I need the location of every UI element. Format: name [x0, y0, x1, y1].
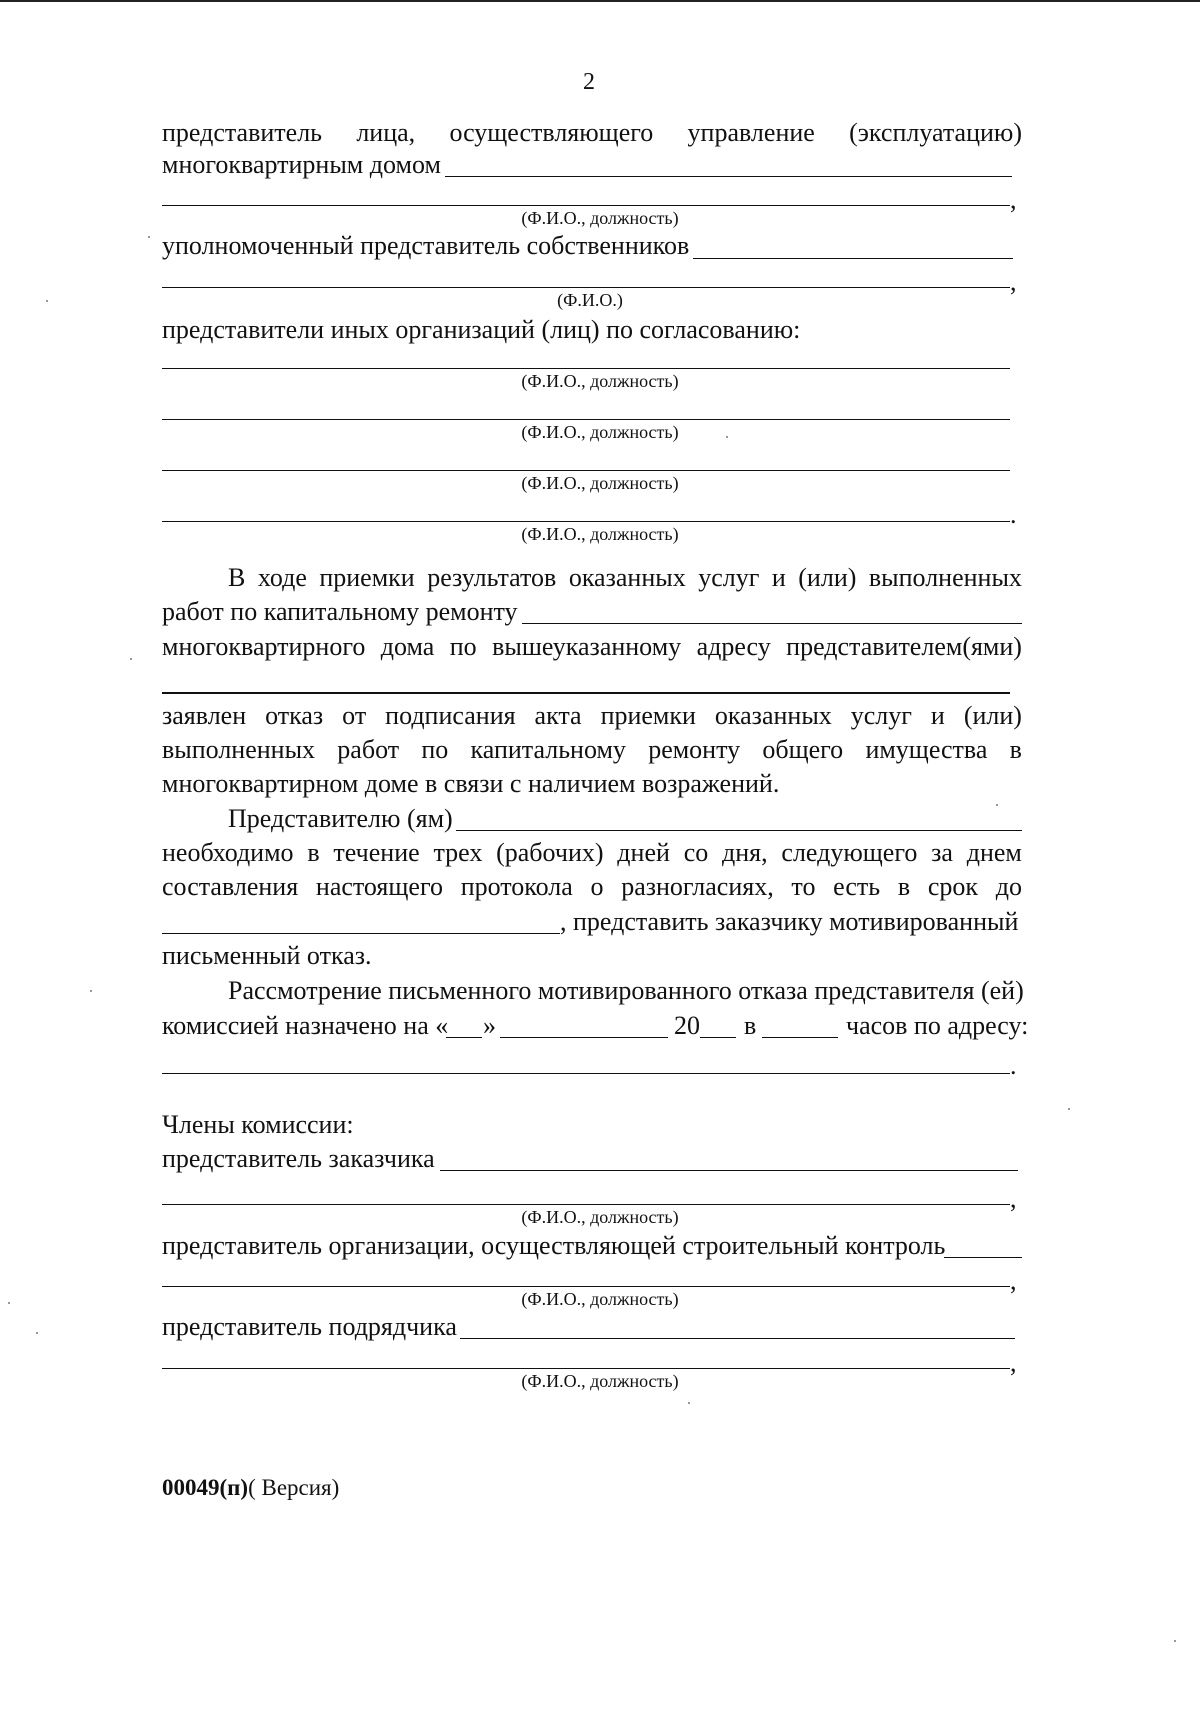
customer-rep-input-line[interactable] [440, 1170, 1018, 1171]
acceptance-para-line1: В ходе приемки результатов оказанных услуг и (или) выполненных [228, 563, 1022, 592]
scan-speck [130, 658, 132, 660]
owners-rep-label: уполномоченный представитель собственников [162, 231, 690, 260]
field-caption: (Ф.И.О., должность) [521, 1371, 679, 1391]
comma: , [1010, 267, 1017, 296]
year-prefix: 20 [674, 1011, 700, 1040]
acceptance-para-line3: многоквартирного дома по вышеуказанному адресу представителем(ями) [162, 632, 1022, 661]
management-rep-line2: многоквартирным домом [162, 150, 441, 179]
comma: , [1010, 1184, 1017, 1213]
review-year-input-line[interactable] [700, 1037, 736, 1038]
comma: , [1010, 1266, 1017, 1295]
review-suffix: часов по адресу: [846, 1011, 1029, 1040]
repair-works-input-line[interactable] [522, 623, 1022, 624]
management-rep-line1: представитель лица, осуществляющего управление (эксплуатацию) [162, 118, 1022, 147]
owners-rep-input-line[interactable] [693, 258, 1013, 259]
other-org-line-1[interactable] [162, 368, 1010, 369]
at-word: в [744, 1011, 757, 1040]
deadline-date-input-line[interactable] [162, 933, 560, 934]
customer-rep-label: представитель заказчика [162, 1144, 435, 1173]
field-caption: (Ф.И.О., должность) [521, 1207, 679, 1227]
representative-label: Представителю (ям) [228, 804, 453, 833]
page-number: 2 [583, 69, 595, 95]
scan-speck [148, 236, 150, 238]
scan-speck [90, 990, 92, 992]
field-caption: (Ф.И.О., должность) [521, 422, 679, 442]
scan-speck [46, 300, 48, 302]
review-day-input-line[interactable] [446, 1037, 482, 1038]
field-caption: (Ф.И.О., должность) [521, 371, 679, 391]
period: . [1010, 500, 1017, 529]
other-org-line-2[interactable] [162, 419, 1010, 420]
customer-rep-name-line[interactable] [162, 1204, 1010, 1205]
acceptance-para-line4: заявлен отказ от подписания акта приемки оказанных услуг и (или) [162, 701, 1022, 730]
scan-speck [688, 1402, 690, 1404]
representative-input-line[interactable] [456, 830, 1022, 831]
scan-speck [8, 1302, 10, 1304]
scan-top-edge [0, 0, 1200, 2]
control-rep-name-line[interactable] [162, 1286, 1010, 1287]
other-org-line-4[interactable] [162, 521, 1010, 522]
deadline-para-line2: необходимо в течение трех (рабочих) дней со дня, следующего за днем [162, 838, 1022, 867]
scan-speck [726, 436, 728, 438]
management-rep-name-line[interactable] [162, 205, 1010, 206]
comma: , [1010, 185, 1017, 214]
document-version: ( Версия) [248, 1475, 340, 1500]
field-caption: (Ф.И.О.) [557, 290, 623, 310]
review-hour-input-line[interactable] [762, 1037, 838, 1038]
scan-speck [1068, 1108, 1070, 1110]
field-caption: (Ф.И.О., должность) [521, 473, 679, 493]
period: . [1010, 1051, 1017, 1080]
review-address-input-line[interactable] [162, 1073, 1010, 1074]
acceptance-para-line2: работ по капитальному ремонту [162, 597, 518, 626]
document-code-number: 00049(п) [162, 1475, 249, 1500]
owners-rep-name-line[interactable] [162, 287, 1010, 288]
review-prefix: комиссией назначено на « [162, 1011, 449, 1040]
deadline-para-line3: составления настоящего протокола о разногласиях, то есть в срок до [162, 872, 1022, 901]
other-orgs-label: представители иных организаций (лиц) по согласованию: [162, 315, 801, 344]
review-month-input-line[interactable] [500, 1037, 668, 1038]
deadline-para-line5: письменный отказ. [162, 941, 372, 970]
review-para-line1: Рассмотрение письменного мотивированного отказа представителя (ей) [228, 976, 1024, 1005]
representatives-input-line[interactable] [162, 692, 1010, 694]
deadline-para-line4: , представить заказчику мотивированный [560, 907, 1019, 936]
contractor-rep-label: представитель подрядчика [162, 1312, 457, 1341]
acceptance-para-line6: многоквартирном доме в связи с наличием возражений. [162, 769, 780, 798]
management-rep-input-line[interactable] [445, 176, 1012, 177]
contractor-rep-name-line[interactable] [162, 1368, 1010, 1369]
scan-speck [1174, 1640, 1176, 1642]
commission-heading: Члены комиссии: [162, 1110, 354, 1139]
control-rep-label: представитель организации, осуществляющей строительный контроль [162, 1231, 946, 1260]
field-caption: (Ф.И.О., должность) [521, 208, 679, 228]
scan-speck [36, 1332, 38, 1334]
scan-speck [996, 804, 998, 806]
field-caption: (Ф.И.О., должность) [521, 524, 679, 544]
contractor-rep-input-line[interactable] [460, 1338, 1015, 1339]
close-quote: » [483, 1011, 496, 1040]
acceptance-para-line5: выполненных работ по капитальному ремонту общего имущества в [162, 735, 1022, 764]
control-rep-input-line[interactable] [944, 1257, 1022, 1258]
comma: , [1010, 1348, 1017, 1377]
document-code [162, 1474, 339, 1502]
field-caption: (Ф.И.О., должность) [521, 1289, 679, 1309]
other-org-line-3[interactable] [162, 470, 1010, 471]
